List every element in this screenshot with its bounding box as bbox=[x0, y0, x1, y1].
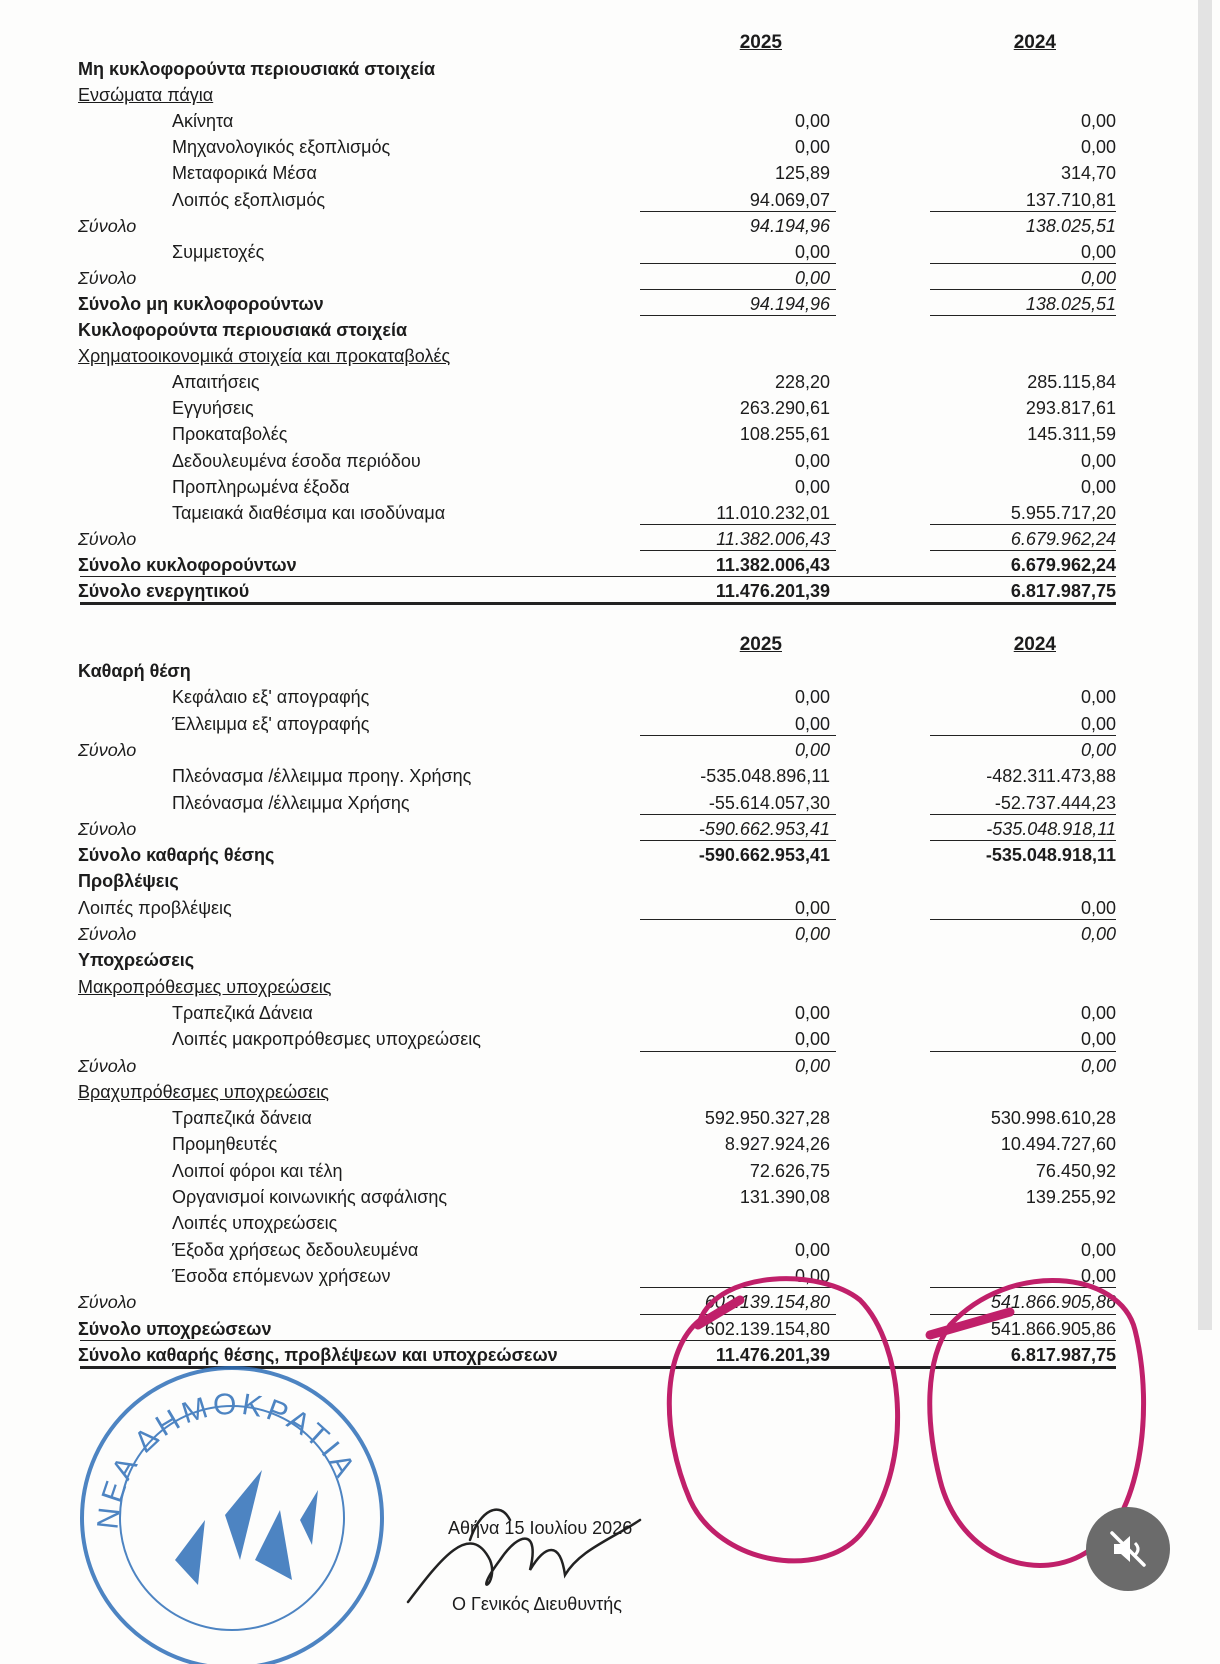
value-2025: -535.048.896,11 bbox=[700, 766, 830, 787]
table-row bbox=[0, 1053, 1220, 1080]
value-2024: 76.450,92 bbox=[1035, 1160, 1116, 1181]
value-2024: 137.710,81 bbox=[1025, 189, 1116, 210]
total-rule bbox=[930, 735, 1116, 736]
section-rule bbox=[80, 1340, 1116, 1341]
row-label: Πλεόνασμα /έλλειμμα Χρήσης bbox=[172, 792, 410, 813]
table-row bbox=[0, 474, 1220, 501]
value-2024: -535.048.918,11 bbox=[985, 845, 1116, 866]
value-2025: 0,00 bbox=[794, 476, 830, 497]
place-date: Αθήνα 15 Ιουλίου 2026 bbox=[448, 1518, 633, 1538]
total-rule bbox=[640, 1051, 836, 1052]
value-2025: 108.255,61 bbox=[739, 424, 830, 445]
row-label: Λοιπές υποχρεώσεις bbox=[172, 1213, 338, 1234]
value-2025: -590.662.953,41 bbox=[698, 818, 830, 839]
total-rule bbox=[930, 550, 1116, 551]
row-label: Σύνολο κυκλοφορούντων bbox=[78, 554, 297, 575]
value-2024: 0,00 bbox=[1080, 1002, 1116, 1023]
table-row bbox=[0, 108, 1220, 135]
row-label: Σύνολο bbox=[78, 1292, 137, 1313]
grand-total-rule bbox=[80, 1366, 1116, 1369]
table-row bbox=[0, 1079, 1220, 1106]
row-label: Καθαρή θέση bbox=[78, 661, 191, 681]
table-row bbox=[0, 895, 1220, 922]
row-label: Κεφάλαιο εξ' απογραφής bbox=[172, 687, 370, 708]
value-2024: -482.311.473,88 bbox=[986, 766, 1116, 787]
total-rule bbox=[930, 1051, 1116, 1052]
row-label: Λοιπές μακροπρόθεσμες υποχρεώσεις bbox=[172, 1029, 481, 1050]
value-2024: 6.679.962,24 bbox=[1010, 554, 1116, 575]
table-row bbox=[0, 291, 1220, 318]
table-row bbox=[0, 160, 1220, 187]
value-2024: 0,00 bbox=[1080, 1239, 1116, 1260]
row-label: Σύνολο καθαρής θέσης bbox=[78, 845, 275, 866]
total-rule bbox=[640, 919, 836, 920]
value-2024: -52.737.444,23 bbox=[994, 792, 1116, 813]
table-row bbox=[0, 1237, 1220, 1264]
value-2025: 602.139.154,80 bbox=[704, 1292, 830, 1313]
total-rule bbox=[640, 735, 836, 736]
total-rule bbox=[930, 211, 1116, 212]
table-row bbox=[0, 265, 1220, 292]
table-row bbox=[0, 500, 1220, 527]
row-label: Σύνολο bbox=[78, 215, 137, 236]
total-rule bbox=[930, 263, 1116, 264]
total-rule bbox=[640, 289, 836, 290]
total-rule bbox=[640, 315, 836, 316]
total-rule bbox=[930, 1287, 1116, 1288]
value-2025: 0,00 bbox=[794, 897, 830, 918]
value-2024: -535.048.918,11 bbox=[986, 818, 1116, 839]
value-2024: 0,00 bbox=[1080, 1055, 1116, 1076]
table-row bbox=[0, 658, 1220, 685]
total-rule bbox=[640, 524, 836, 525]
table-row bbox=[0, 395, 1220, 422]
table-row bbox=[0, 421, 1220, 448]
total-rule bbox=[640, 1314, 836, 1315]
row-label: Μη κυκλοφορούντα περιουσιακά στοιχεία bbox=[78, 59, 436, 79]
year-2024-header-liabilities: 2024 bbox=[1013, 634, 1056, 655]
row-label: Σύνολο καθαρής θέσης, προβλέψεων και υποχρεώσεων bbox=[78, 1344, 558, 1365]
value-2024: 0,00 bbox=[1080, 924, 1116, 944]
value-2025: 0,00 bbox=[794, 713, 830, 734]
value-2025: 0,00 bbox=[794, 1055, 830, 1076]
value-2025: 11.476.201,39 bbox=[715, 1344, 830, 1365]
value-2024: 314,70 bbox=[1060, 163, 1116, 184]
table-row bbox=[0, 317, 1220, 344]
table-row bbox=[0, 763, 1220, 790]
row-label: Έσοδα επόμενων χρήσεων bbox=[172, 1265, 391, 1286]
row-label: Σύνολο bbox=[78, 924, 137, 944]
value-2025: 0,00 bbox=[794, 1265, 830, 1286]
value-2025: 11.382.006,43 bbox=[716, 528, 830, 549]
row-label: Σύνολο bbox=[78, 267, 137, 288]
row-label: Σύνολο ενεργητικού bbox=[78, 581, 250, 601]
row-label: Μακροπρόθεσμες υποχρεώσεις bbox=[78, 976, 332, 997]
value-2024: 0,00 bbox=[1080, 111, 1116, 132]
table-row bbox=[0, 842, 1220, 869]
table-row bbox=[0, 526, 1220, 553]
value-2024: 138.025,51 bbox=[1025, 215, 1116, 236]
table-row bbox=[0, 790, 1220, 817]
value-2024: 0,00 bbox=[1080, 1029, 1116, 1050]
table-row bbox=[0, 921, 1220, 948]
total-rule bbox=[930, 524, 1116, 525]
row-label: Πλεόνασμα /έλλειμμα προηγ. Χρήσης bbox=[172, 766, 472, 787]
value-2025: 0,00 bbox=[794, 1029, 830, 1050]
table-row bbox=[0, 1131, 1220, 1158]
table-row bbox=[0, 947, 1220, 974]
value-2025: 11.382.006,43 bbox=[715, 554, 830, 575]
value-2025: 592.950.327,28 bbox=[704, 1108, 830, 1129]
row-label: Σύνολο bbox=[78, 528, 137, 549]
row-label: Κυκλοφορούντα περιουσιακά στοιχεία bbox=[78, 320, 408, 340]
row-label: Σύνολο μη κυκλοφορούντων bbox=[78, 293, 324, 314]
row-label: Μηχανολογικός εξοπλισμός bbox=[172, 137, 391, 158]
row-label: Λοιπές προβλέψεις bbox=[78, 897, 232, 918]
value-2025: 0,00 bbox=[794, 739, 830, 760]
value-2024: 6.679.962,24 bbox=[1010, 528, 1116, 549]
table-row bbox=[0, 1026, 1220, 1053]
section-rule bbox=[80, 576, 1116, 577]
row-label: Προκαταβολές bbox=[172, 424, 288, 445]
row-label: Έλλειμμα εξ' απογραφής bbox=[172, 713, 370, 734]
total-rule bbox=[640, 550, 836, 551]
row-label: Τραπεζικά δάνεια bbox=[172, 1108, 312, 1129]
value-2025: 0,00 bbox=[794, 1239, 830, 1260]
total-rule bbox=[640, 1287, 836, 1288]
value-2024: 0,00 bbox=[1080, 713, 1116, 734]
row-label: Εγγυήσεις bbox=[172, 398, 254, 419]
value-2024: 5.955.717,20 bbox=[1010, 502, 1116, 523]
value-2025: -590.662.953,41 bbox=[698, 845, 830, 866]
total-rule bbox=[930, 919, 1116, 920]
row-label: Τραπεζικά Δάνεια bbox=[172, 1002, 313, 1023]
total-rule bbox=[930, 1314, 1116, 1315]
value-2024: 0,00 bbox=[1080, 687, 1116, 708]
table-row bbox=[0, 1342, 1220, 1369]
total-rule bbox=[640, 211, 836, 212]
total-rule bbox=[930, 289, 1116, 290]
value-2024: 0,00 bbox=[1080, 241, 1116, 262]
table-row bbox=[0, 737, 1220, 764]
row-label: Σύνολο υποχρεώσεων bbox=[78, 1318, 272, 1339]
value-2025: 0,00 bbox=[794, 241, 830, 262]
table-row bbox=[0, 343, 1220, 370]
table-row bbox=[0, 239, 1220, 266]
row-label: Προπληρωμένα έξοδα bbox=[172, 476, 350, 497]
value-2024: 0,00 bbox=[1080, 450, 1116, 471]
value-2025: 94.069,07 bbox=[749, 189, 830, 210]
value-2024: 0,00 bbox=[1080, 897, 1116, 918]
grand-total-rule bbox=[80, 602, 1116, 605]
value-2025: 0,00 bbox=[794, 687, 830, 708]
value-2025: 94.194,96 bbox=[749, 215, 830, 236]
year-2025-header-assets: 2025 bbox=[739, 32, 782, 53]
row-label: Υποχρεώσεις bbox=[78, 950, 195, 971]
year-2024-header-assets: 2024 bbox=[1013, 32, 1056, 53]
value-2025: -55.614.057,30 bbox=[708, 792, 830, 813]
value-2024: 541.866.905,86 bbox=[990, 1318, 1116, 1339]
value-2025: 0,00 bbox=[794, 111, 830, 132]
value-2025: 125,89 bbox=[774, 163, 830, 184]
total-rule bbox=[640, 263, 836, 264]
stamp-text: ΝΕΑ ΔΗΜΟΚΡΑΤΙΑ bbox=[91, 1387, 363, 1531]
svg-text:ΝΕΑ ΔΗΜΟΚΡΑΤΙΑ bbox=[91, 1387, 362, 1530]
value-2024: 530.998.610,28 bbox=[990, 1108, 1116, 1129]
value-2024: 541.866.905,86 bbox=[990, 1292, 1116, 1313]
row-label: Απαιτήσεις bbox=[172, 372, 260, 393]
table-row bbox=[0, 82, 1220, 109]
table-row bbox=[0, 1158, 1220, 1185]
row-label: Οργανισμοί κοινωνικής ασφάλισης bbox=[172, 1187, 448, 1207]
total-rule bbox=[930, 840, 1116, 841]
value-2024: 139.255,92 bbox=[1025, 1187, 1116, 1207]
value-2024: 145.311,59 bbox=[1027, 424, 1116, 445]
row-label: Συμμετοχές bbox=[172, 241, 265, 262]
value-2024: 0,00 bbox=[1080, 739, 1116, 760]
value-2024: 0,00 bbox=[1080, 267, 1116, 288]
row-label: Δεδουλευμένα έσοδα περιόδου bbox=[172, 450, 421, 471]
value-2025: 72.626,75 bbox=[749, 1160, 830, 1181]
value-2024: 10.494.727,60 bbox=[1000, 1134, 1116, 1155]
row-label: Λοιποί φόροι και τέλη bbox=[172, 1160, 343, 1181]
value-2025: 228,20 bbox=[774, 372, 830, 393]
signatory-title: Ο Γενικός Διευθυντής bbox=[452, 1594, 622, 1614]
table-row bbox=[0, 1184, 1220, 1211]
table-row bbox=[0, 711, 1220, 738]
mute-button[interactable] bbox=[1086, 1507, 1170, 1591]
table-row bbox=[0, 369, 1220, 396]
row-label: Λοιπός εξοπλισμός bbox=[172, 189, 326, 210]
table-row bbox=[0, 1000, 1220, 1027]
row-label: Βραχυπρόθεσμες υποχρεώσεις bbox=[78, 1081, 329, 1102]
table-row bbox=[0, 974, 1220, 1001]
table-row bbox=[0, 448, 1220, 475]
row-label: Χρηματοοικονομικά στοιχεία και προκαταβολές bbox=[78, 346, 451, 367]
value-2024: 138.025,51 bbox=[1025, 293, 1116, 314]
value-2025: 0,00 bbox=[794, 450, 830, 471]
table-row bbox=[0, 134, 1220, 161]
row-label: Σύνολο bbox=[78, 739, 137, 760]
row-label: Ενσώματα πάγια bbox=[78, 85, 214, 106]
value-2024: 6.817.987,75 bbox=[1010, 1344, 1116, 1365]
row-label: Προβλέψεις bbox=[78, 871, 179, 892]
value-2024: 6.817.987,75 bbox=[1010, 581, 1116, 601]
value-2025: 0,00 bbox=[794, 267, 830, 288]
value-2025: 8.927.924,26 bbox=[724, 1134, 830, 1155]
total-rule bbox=[930, 315, 1116, 316]
table-row bbox=[0, 1289, 1220, 1316]
table-row bbox=[0, 213, 1220, 240]
value-2024: 0,00 bbox=[1080, 137, 1116, 158]
value-2024: 285.115,84 bbox=[1027, 372, 1116, 393]
row-label: Έξοδα χρήσεως δεδουλευμένα bbox=[172, 1239, 419, 1260]
table-row bbox=[0, 552, 1220, 579]
value-2024: 0,00 bbox=[1080, 476, 1116, 497]
row-label: Ακίνητα bbox=[172, 111, 234, 132]
value-2025: 11.476.201,39 bbox=[715, 581, 830, 601]
value-2025: 0,00 bbox=[794, 137, 830, 158]
value-2025: 602.139.154,80 bbox=[704, 1318, 830, 1339]
value-2025: 131.390,08 bbox=[739, 1187, 830, 1207]
table-row bbox=[0, 187, 1220, 214]
row-label: Σύνολο bbox=[78, 1055, 137, 1076]
value-2025: 0,00 bbox=[794, 924, 830, 944]
table-row bbox=[0, 1210, 1220, 1237]
table-row bbox=[0, 868, 1220, 895]
value-2025: 0,00 bbox=[794, 1002, 830, 1023]
value-2025: 11.010.232,01 bbox=[716, 502, 830, 523]
value-2025: 94.194,96 bbox=[749, 293, 830, 314]
table-row bbox=[0, 1316, 1220, 1343]
total-rule bbox=[930, 814, 1116, 815]
table-row bbox=[0, 684, 1220, 711]
table-row bbox=[0, 1263, 1220, 1290]
row-label: Ταμειακά διαθέσιμα και ισοδύναμα bbox=[172, 502, 446, 523]
row-label: Προμηθευτές bbox=[172, 1134, 278, 1155]
row-label: Σύνολο bbox=[78, 818, 137, 839]
total-rule bbox=[640, 840, 836, 841]
value-2024: 0,00 bbox=[1080, 1265, 1116, 1286]
table-row bbox=[0, 1105, 1220, 1132]
row-label: Μεταφορικά Μέσα bbox=[172, 163, 317, 184]
speaker-muted-icon bbox=[1106, 1527, 1150, 1571]
value-2024: 293.817,61 bbox=[1025, 398, 1116, 419]
table-row bbox=[0, 56, 1220, 83]
value-2025: 263.290,61 bbox=[739, 398, 830, 419]
year-2025-header-liabilities: 2025 bbox=[739, 634, 782, 655]
table-row bbox=[0, 816, 1220, 843]
total-rule bbox=[640, 814, 836, 815]
party-stamp bbox=[82, 1368, 382, 1664]
table-row bbox=[0, 578, 1220, 605]
